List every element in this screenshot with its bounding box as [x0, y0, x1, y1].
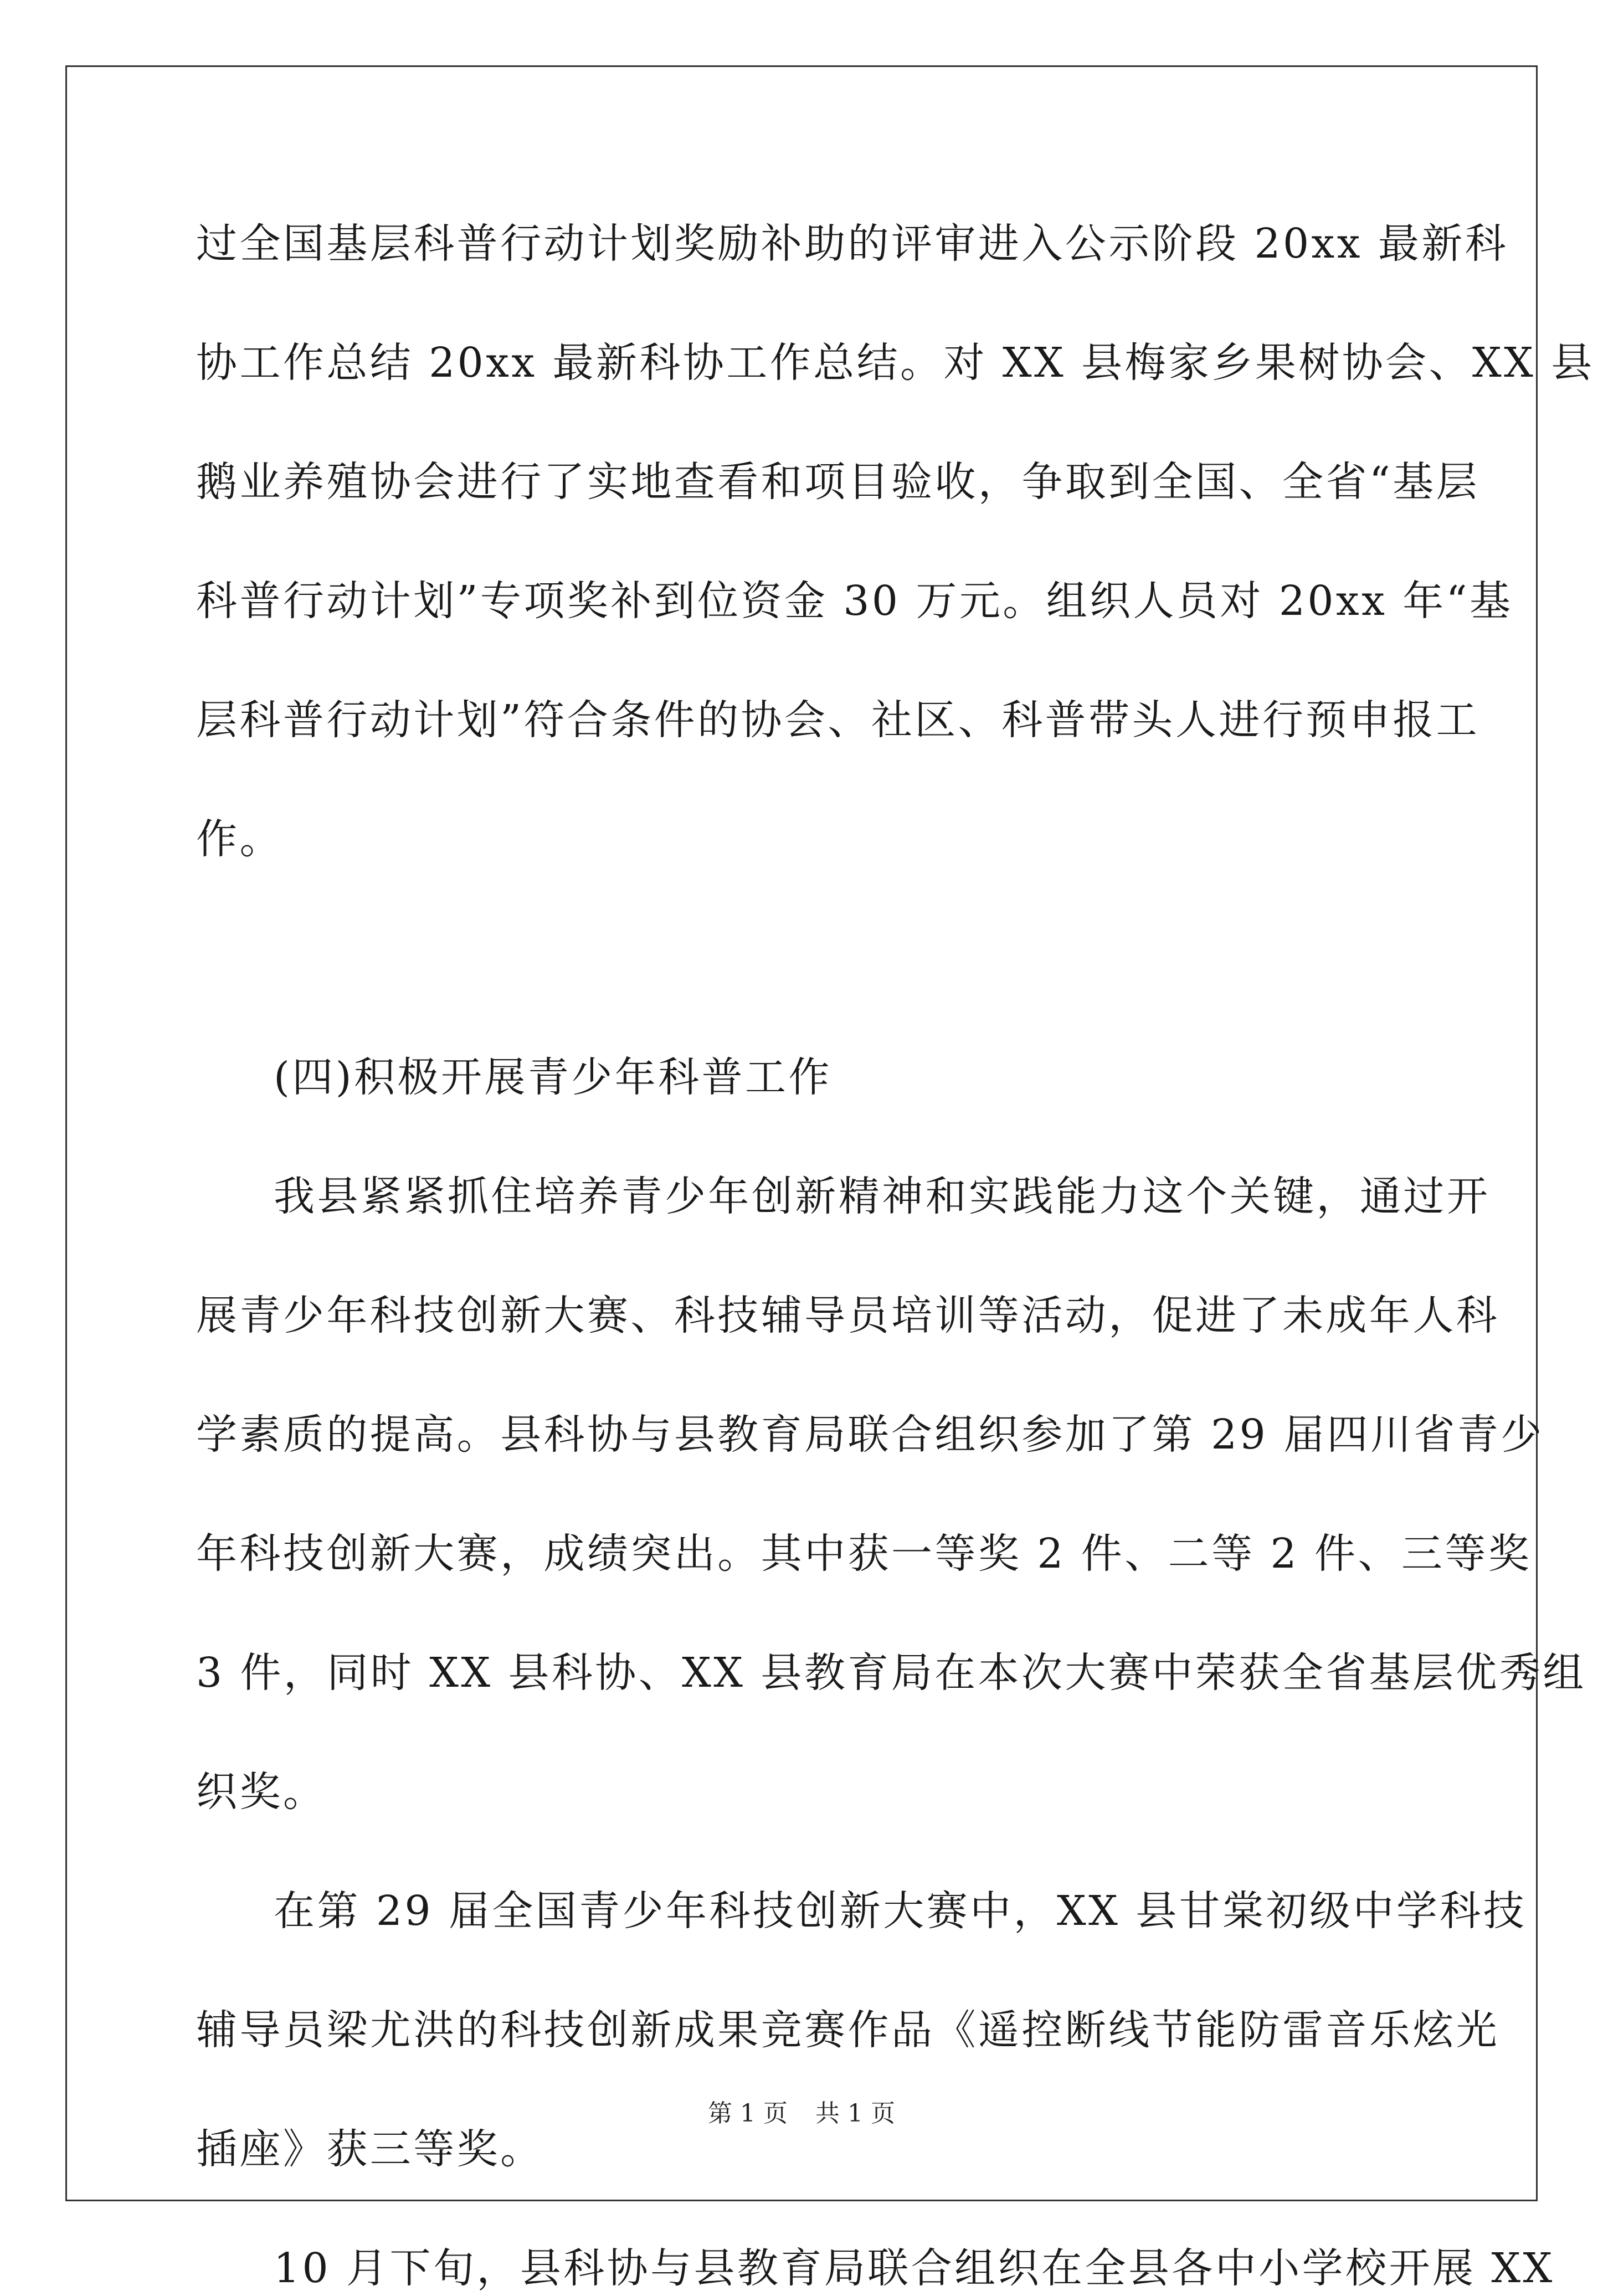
page-total: 共 1 页 — [815, 2099, 895, 2128]
text-line: 学素质的提高。县科协与县教育局联合组织参加了第 29 届四川省青少 — [196, 1411, 1544, 1458]
text-line: 过全国基层科普行动计划奖励补助的评审进入公示阶段 20xx 最新科 — [196, 220, 1509, 268]
text-line: 鹅业养殖协会进行了实地查看和项目验收，争取到全国、全省“基层 — [196, 458, 1480, 506]
text-line: 年科技创新大赛，成绩突出。其中获一等奖 2 件、二等 2 件、三等奖 — [196, 1530, 1532, 1578]
text-line: 科普行动计划”专项奖补到位资金 30 万元。组织人员对 20xx 年“基 — [196, 577, 1513, 625]
section-heading: (四)积极开展青少年科普工作 — [274, 1054, 832, 1101]
text-line: 织奖。 — [196, 1768, 327, 1816]
page-number: 第 1 页 — [708, 2099, 788, 2128]
text-line: 我县紧紧抓住培养青少年创新精神和实践能力这个关键，通过开 — [274, 1173, 1491, 1220]
text-line: 展青少年科技创新大赛、科技辅导员培训等活动，促进了未成年人科 — [196, 1292, 1500, 1339]
text-line: 10 月下旬，县科协与县教育局联合组织在全县各中小学校开展 XX — [274, 2244, 1555, 2292]
text-line: 辅导员梁尤洪的科技创新成果竞赛作品《遥控断线节能防雷音乐炫光 — [196, 2006, 1500, 2054]
text-line: 3 件，同时 XX 县科协、XX 县教育局在本次大赛中荣获全省基层优秀组 — [196, 1649, 1586, 1697]
text-line: 协工作总结 20xx 最新科协工作总结。对 XX 县梅家乡果树协会、XX 县 — [196, 339, 1595, 387]
text-line: 在第 29 届全国青少年科技创新大赛中，XX 县甘棠初级中学科技 — [274, 1887, 1527, 1935]
text-line: 层科普行动计划”符合条件的协会、社区、科普带头人进行预申报工 — [196, 696, 1480, 744]
text-line: 插座》获三等奖。 — [196, 2125, 544, 2173]
page-footer — [0, 2097, 1603, 2130]
text-line: 作。 — [196, 815, 283, 863]
